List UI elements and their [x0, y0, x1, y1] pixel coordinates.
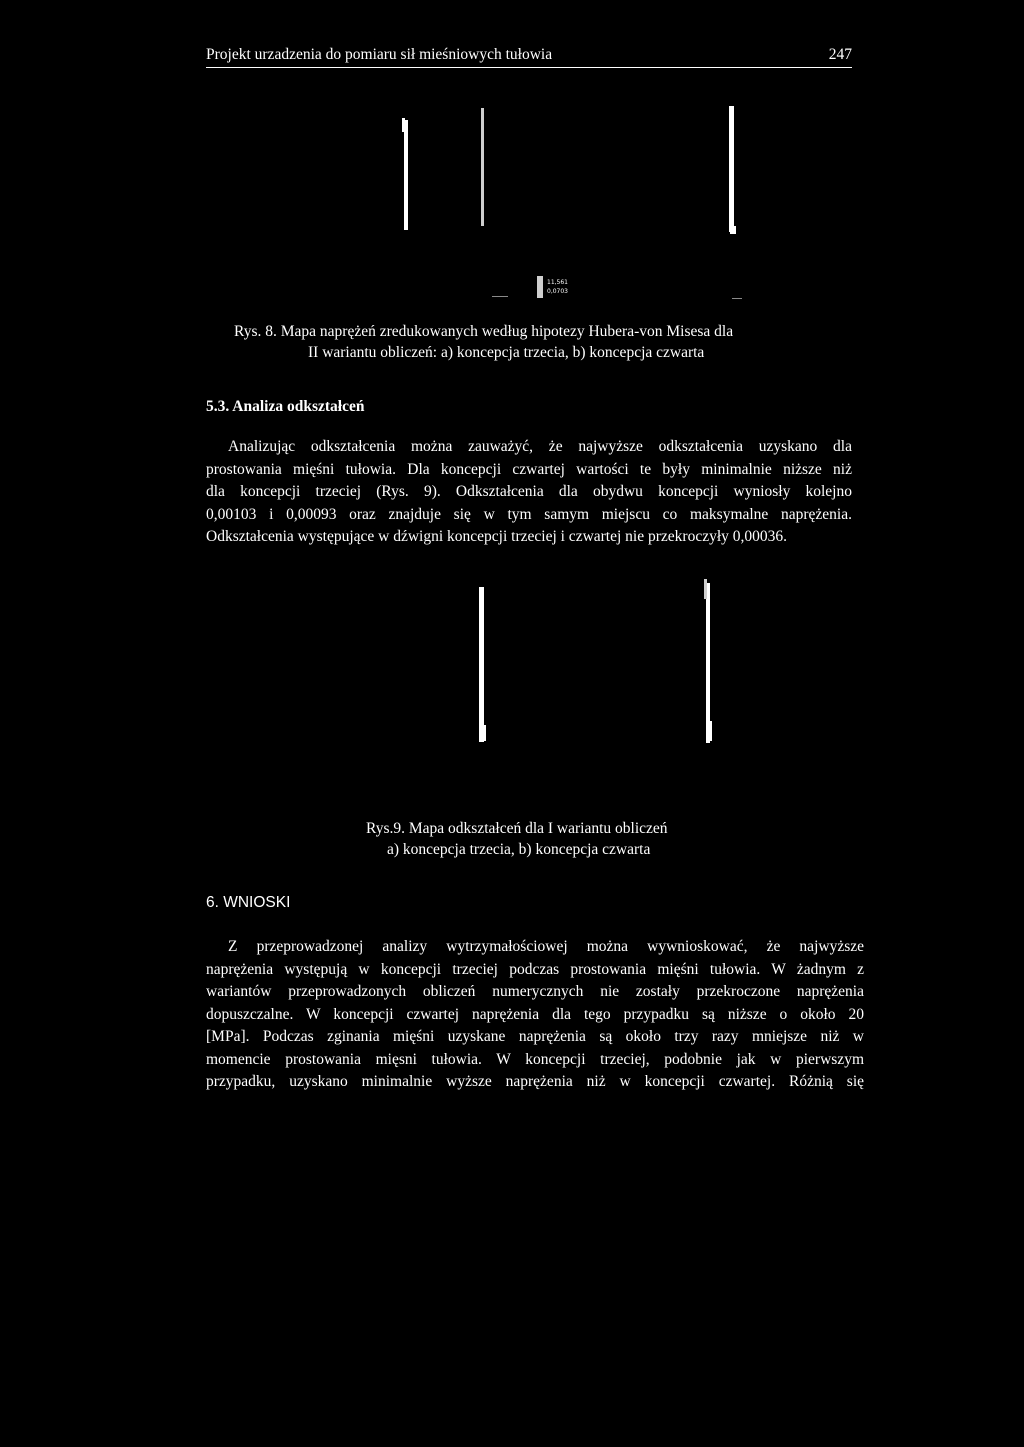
fig8-a-bar-left-tip: [402, 118, 405, 132]
figure-9-caption-line1: Rys.9. Mapa odkształceń dla I wariantu obliczeń: [366, 820, 668, 837]
paragraph-line: [MPa]. Podczas zginania mięśni uzyskane naprężenia są około trzy razy mniejsze niż w: [206, 1028, 864, 1045]
figure-8-caption: [234, 321, 733, 363]
section-5-3-title: 5.3. Analiza odkształceń: [206, 398, 365, 415]
paragraph-line: momencie prostowania mięsni tułowia. W koncepcji trzeciej, podobnie jak w pierwszym: [206, 1050, 864, 1068]
figure-9-image: [460, 575, 740, 750]
fig8-legend-max: 11,561: [547, 279, 568, 286]
figure-8-caption-line1: Rys. 8. Mapa naprężeń zredukowanych według hipotezy Hubera-von Misesa dla: [234, 323, 734, 340]
fig8-b-baseline: [732, 298, 742, 299]
paragraph-line: dla koncepcji trzeciej (Rys. 9). Odkształcenia dla obydwu koncepcji wyniosły kolejno: [206, 483, 852, 500]
paragraph-line: Z przeprowadzonej analizy wytrzymałościowej można wywnioskować, że najwyższe: [228, 938, 864, 955]
fig9-a-bar: [479, 587, 484, 742]
paragraph-line: Odkształcenia występujące w dźwigni koncepcji trzeciej i czwartej nie przekroczyły 0,00036.: [206, 528, 788, 545]
fig9-b-bar-tip: [704, 579, 707, 599]
fig8-legend-colorbar: [537, 276, 543, 298]
figure-8-caption-line2: II wariantu obliczeń: a) koncepcja trzecia, b) koncepcja czwarta: [308, 344, 705, 361]
fig8-b-bar-foot: [730, 226, 736, 234]
section-5-3-paragraph: [206, 436, 852, 549]
paragraph-line: wariantów przeprowadzonych obliczeń numerycznych nie zostały przekroczone naprężenia: [206, 983, 864, 1000]
fig9-a-bar-foot: [480, 725, 486, 741]
fig8-legend-min: 0,0703: [547, 288, 568, 295]
fig8-a-bar-right: [481, 108, 484, 226]
fig8-a-baseline: [492, 296, 508, 297]
figure-8-image: [200, 90, 820, 310]
page-number: 247: [828, 46, 852, 63]
header-title: Projekt urzadzenia do pomiaru sił mieśniowych tułowia: [206, 46, 553, 63]
paragraph-line: prostowania mięśni tułowia. Dla koncepcji czwartej wartości te były minimalnie niższe niż: [206, 460, 852, 478]
paragraph-line: 0,00103 i 0,00093 oraz znajduje się w tym samym miejscu co maksymalne naprężenia.: [206, 505, 852, 523]
figure-9-caption-line2: a) koncepcja trzecia, b) koncepcja czwarta: [387, 841, 651, 858]
page-header: [206, 44, 852, 68]
paragraph-line: przypadku, uzyskano minimalnie wyższe naprężenia niż w koncepcji czwartej. Różnią się: [206, 1073, 864, 1090]
fig9-b-bar-foot: [706, 721, 712, 741]
fig9-b-bar: [706, 583, 710, 743]
paragraph-line: naprężenia występują w koncepcji trzeciej podczas prostowania mięśni tułowia. W żadnym z: [206, 960, 864, 978]
section-6-paragraph: [206, 936, 864, 1094]
paragraph-line: Analizując odkształcenia można zauważyć, że najwyższe odkształcenia uzyskano dla: [228, 438, 852, 455]
fig8-b-bar: [729, 106, 734, 232]
figure-9-caption: [366, 818, 668, 860]
section-6-title: 6. WNIOSKI: [206, 894, 291, 911]
paragraph-line: dopuszczalne. W koncepcji czwartej naprężenia dla tego przypadku są niższe o około 20: [206, 1005, 864, 1023]
fig8-a-bar-left: [404, 120, 408, 230]
